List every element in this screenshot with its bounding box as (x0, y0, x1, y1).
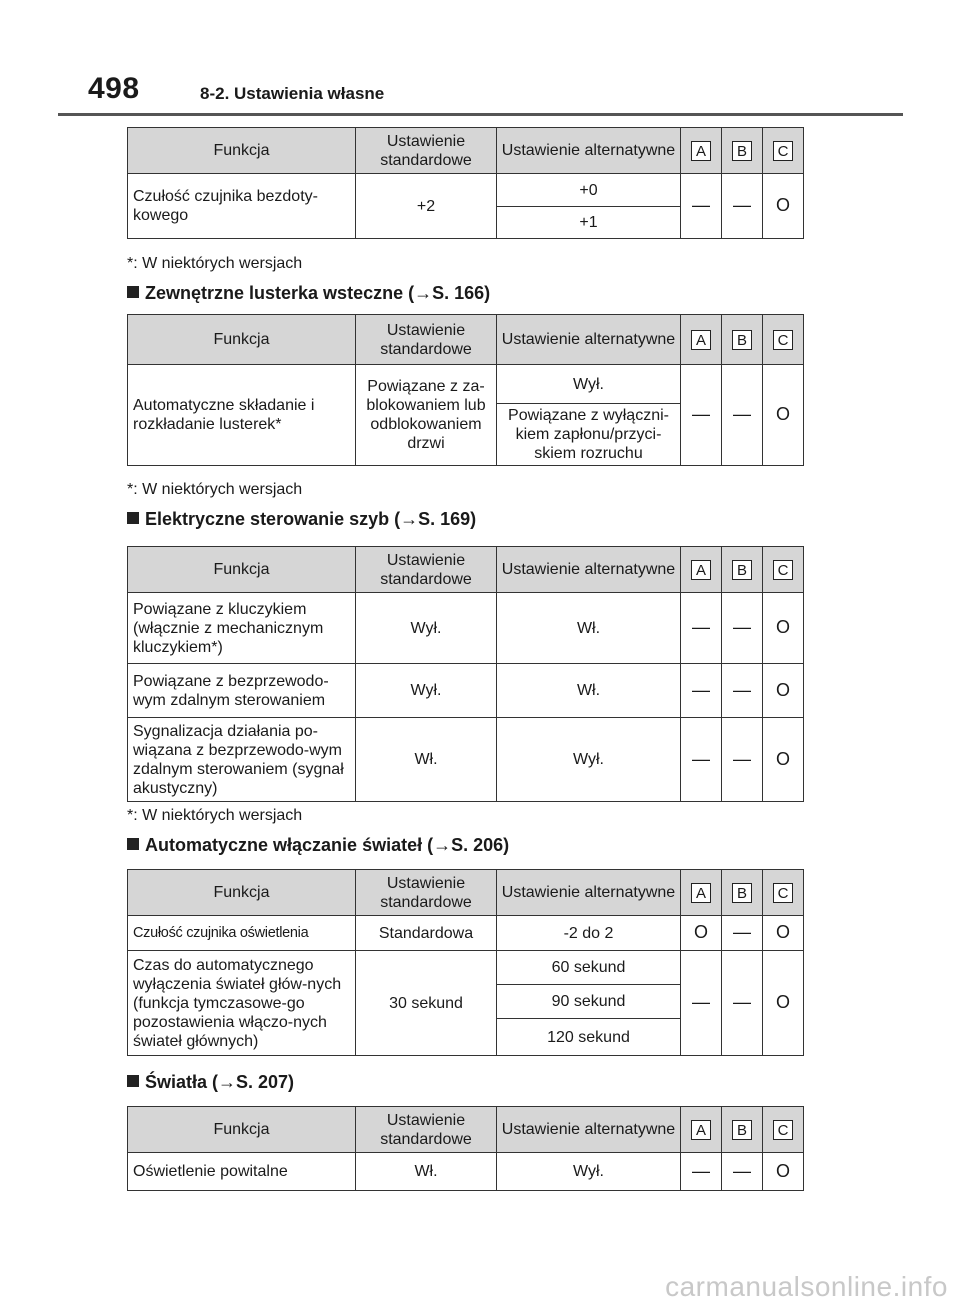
section-title: 8-2. Ustawienia własne (200, 84, 385, 103)
function-cell: Oświetlenie powitalne (128, 1153, 356, 1191)
mark-b: — (733, 195, 751, 215)
header-b (722, 1107, 763, 1153)
mark-a: — (692, 617, 710, 637)
square-bullet-icon (127, 838, 139, 850)
standard-cell: Wł. (356, 718, 497, 802)
subsection-title: Światła (→S. 207) (145, 1072, 295, 1092)
function-cell: Powiązane z bezprzewodo-wym zdalnym sterowaniem (128, 664, 356, 718)
mark-c: O (775, 195, 790, 215)
alt-cell: -2 do 2 (497, 916, 681, 951)
mark-b: — (733, 748, 751, 769)
table-windows (127, 546, 804, 802)
table-row (128, 664, 804, 718)
standard-cell: Powiązane z za-blokowaniem lub odblokowaniem drzwi (356, 365, 497, 466)
box-a-icon: A (691, 330, 711, 350)
box-a-icon: A (691, 560, 711, 580)
mark-c: O (775, 404, 790, 424)
header-c (763, 870, 804, 916)
standard-cell: Wł. (356, 1153, 497, 1191)
header-c (763, 315, 804, 365)
mark-c: O (775, 922, 790, 942)
header-c (763, 547, 804, 593)
mark-c: O (775, 1160, 790, 1181)
header-b (722, 128, 763, 174)
mark-b: — (733, 922, 751, 942)
alt-cell: +1 (497, 207, 681, 239)
box-a-icon: A (691, 1120, 711, 1140)
header-alternative: Ustawienie alternatywne (497, 128, 681, 174)
mark-c: O (775, 992, 790, 1012)
box-c-icon: C (773, 330, 793, 350)
header-function: Funkcja (128, 128, 356, 174)
mark-a: — (692, 195, 710, 215)
square-bullet-icon (127, 512, 139, 524)
standard-cell: Wył. (356, 593, 497, 664)
header-function: Funkcja (128, 1107, 356, 1153)
standard-cell: Wył. (356, 664, 497, 718)
table-row (128, 718, 804, 802)
mark-c: O (775, 679, 790, 700)
box-c-icon: C (773, 883, 793, 903)
header-a (681, 315, 722, 365)
header-c (763, 128, 804, 174)
mark-a: — (692, 679, 710, 700)
header-alternative: Ustawienie alternatywne (497, 547, 681, 593)
box-c-icon: C (773, 1120, 793, 1140)
header-alternative: Ustawienie alternatywne (497, 1107, 681, 1153)
header-c (763, 1107, 804, 1153)
mark-a: — (692, 404, 710, 424)
alt-cell: Wł. (497, 593, 681, 664)
box-c-icon: C (773, 141, 793, 161)
header-b (722, 870, 763, 916)
box-a-icon: A (691, 141, 711, 161)
mark-c: O (775, 748, 790, 769)
subsection-heading (127, 835, 509, 856)
header-alternative: Ustawienie alternatywne (497, 870, 681, 916)
function-cell: Czułość czujnika oświetlenia (128, 916, 356, 951)
subsection-heading (127, 283, 490, 304)
mark-b: — (733, 992, 751, 1012)
function-cell: Sygnalizacja działania po-wiązana z bezprzewodo-wym zdalnym sterowaniem (sygnał akustyczny) (128, 718, 356, 802)
table-sensor-sensitivity (127, 127, 804, 239)
mark-a: — (692, 992, 710, 1012)
mark-b: — (733, 404, 751, 424)
alt-cell: Wył. (497, 718, 681, 802)
function-cell: Automatyczne składanie i rozkładanie lusterek* (128, 365, 356, 466)
header-standard: Ustawienie standardowe (356, 870, 497, 916)
subsection-title: Zewnętrzne lusterka wsteczne (→S. 166) (145, 283, 491, 303)
subsection-heading (127, 1072, 294, 1093)
header-standard: Ustawienie standardowe (356, 547, 497, 593)
mark-a: O (693, 922, 708, 942)
table-mirrors (127, 314, 804, 466)
mark-a: — (692, 748, 710, 769)
header-a (681, 128, 722, 174)
table-row (128, 1153, 804, 1191)
mark-b: — (733, 617, 751, 637)
box-b-icon: B (732, 883, 752, 903)
function-cell: Czas do automatycznego wyłączenia świateł głów-nych (funkcja tymczasowe-go pozostawienia włączo-nych świateł głównych) (128, 951, 356, 1056)
box-b-icon: B (732, 141, 752, 161)
alt-cell: 60 sekund (497, 951, 681, 985)
table-row (128, 951, 804, 985)
header-rule (58, 113, 903, 116)
header-b (722, 547, 763, 593)
square-bullet-icon (127, 286, 139, 298)
table-auto-lights (127, 869, 804, 1056)
function-cell: Czułość czujnika bezdoty-kowego (128, 174, 356, 239)
footnote: *: W niektórych wersjach (127, 807, 303, 824)
header-a (681, 870, 722, 916)
footnote: *: W niektórych wersjach (127, 481, 303, 498)
watermark: carmanualsonline.info (665, 1271, 948, 1302)
alt-cell: +0 (497, 174, 681, 207)
header-b (722, 315, 763, 365)
box-b-icon: B (732, 1120, 752, 1140)
header-a (681, 1107, 722, 1153)
box-b-icon: B (732, 560, 752, 580)
alt-cell: Wył. (497, 365, 681, 404)
header-alternative: Ustawienie alternatywne (497, 315, 681, 365)
alt-cell: Powiązane z wyłączni-kiem zapłonu/przyci-skiem rozruchu (497, 404, 681, 466)
header-standard: Ustawienie standardowe (356, 128, 497, 174)
table-lights (127, 1106, 804, 1191)
header-function: Funkcja (128, 870, 356, 916)
mark-a: — (692, 1160, 710, 1181)
alt-cell: Wył. (497, 1153, 681, 1191)
function-cell: Powiązane z kluczykiem (włącznie z mechanicznym kluczykiem*) (128, 593, 356, 664)
box-c-icon: C (773, 560, 793, 580)
standard-cell: 30 sekund (356, 951, 497, 1056)
footnote: *: W niektórych wersjach (127, 255, 303, 272)
mark-b: — (733, 679, 751, 700)
subsection-title: Elektryczne sterowanie szyb (→S. 169) (145, 509, 477, 529)
table-row (128, 916, 804, 951)
box-a-icon: A (691, 883, 711, 903)
box-b-icon: B (732, 330, 752, 350)
subsection-title: Automatyczne włączanie świateł (→S. 206) (145, 835, 510, 855)
header-function: Funkcja (128, 547, 356, 593)
square-bullet-icon (127, 1075, 139, 1087)
subsection-heading (127, 509, 476, 530)
mark-c: O (775, 617, 790, 637)
alt-cell: 90 sekund (497, 985, 681, 1019)
header-a (681, 547, 722, 593)
header-function: Funkcja (128, 315, 356, 365)
standard-cell: Standardowa (356, 916, 497, 951)
header-standard: Ustawienie standardowe (356, 315, 497, 365)
standard-cell: +2 (356, 174, 497, 239)
header-standard: Ustawienie standardowe (356, 1107, 497, 1153)
table-row (128, 593, 804, 664)
alt-cell: 120 sekund (497, 1019, 681, 1056)
mark-b: — (733, 1160, 751, 1181)
page-number: 498 (88, 72, 140, 105)
alt-cell: Wł. (497, 664, 681, 718)
